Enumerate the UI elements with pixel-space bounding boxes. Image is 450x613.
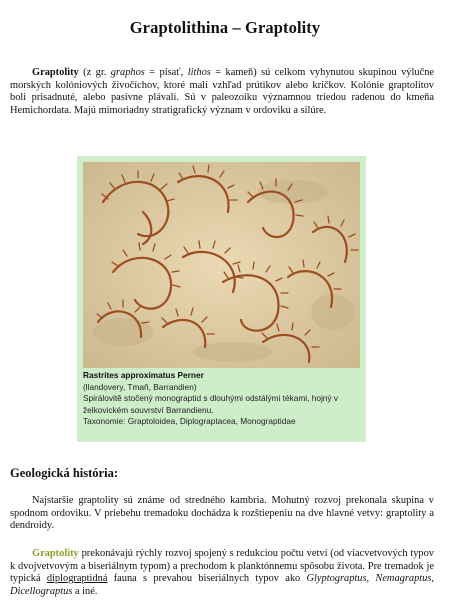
history-paragraph-1: Najstaršie graptolity sú známe od stredného kambria. Mohutný rozvoj prekonala skupina v spodnom ordoviku. V priebehu tremadoku dochádza k rozštiepeniu na dve hlavné vetvy: graptolity a dendroidy. <box>10 495 434 532</box>
caption-line: želkovickém souvrství Barrandienu. <box>83 404 214 415</box>
fossil-photo <box>83 162 360 368</box>
intro-term: Graptolity <box>32 67 79 78</box>
figure-caption <box>83 370 360 428</box>
history-paragraph-2: Graptolity prekonávajú rýchly rozvoj spojený s redukciou počtu vetví (od viacvetvových typov k dvojvetvovým a biseriálnym typom) a prechodom k planktónnemu spôsobu života. Pre tremadok je typická diplograptidná fauna s prevahou biseriálnych typov ako Glyptograptus, Nemagraptus, Dicellograptus a iné. <box>10 548 434 597</box>
fossil-figure <box>77 156 366 442</box>
caption-title: Rastrites approximatus Perner <box>83 370 204 380</box>
fossil-image <box>83 162 360 368</box>
caption-line: Taxonomie: Graptoloidea, Diplograptacea, Monograptidae <box>83 416 296 427</box>
page-title: Graptolithina – Graptolity <box>129 18 321 37</box>
underlined-term: diplograptidná <box>46 573 108 585</box>
section-heading: Geologická história: <box>10 466 118 480</box>
caption-line: (llandovery, Tmaň, Barrandien) <box>83 381 197 392</box>
highlighted-term: Graptolity <box>32 548 79 559</box>
caption-line: Spirálovitě stočený monograptid s dlouhými odstálými tékami, hojný v <box>83 393 339 404</box>
intro-paragraph: Graptolity (z gr. graphos = písať, lithos = kameň) sú celkom vyhynutou skupinou výlučne morských kolóniových živočíchov, ktoré mali vzhľad prútikov alebo kríčkov. Kolónie graptolitov boli prisadnuté, alebo pasívne plávali. Sú v paleozoiku významnou triedou radenou do kmeňa Hemichordata. Majú mimoriadny stratigrafický význam v ordoviku a silúre. <box>10 67 434 116</box>
